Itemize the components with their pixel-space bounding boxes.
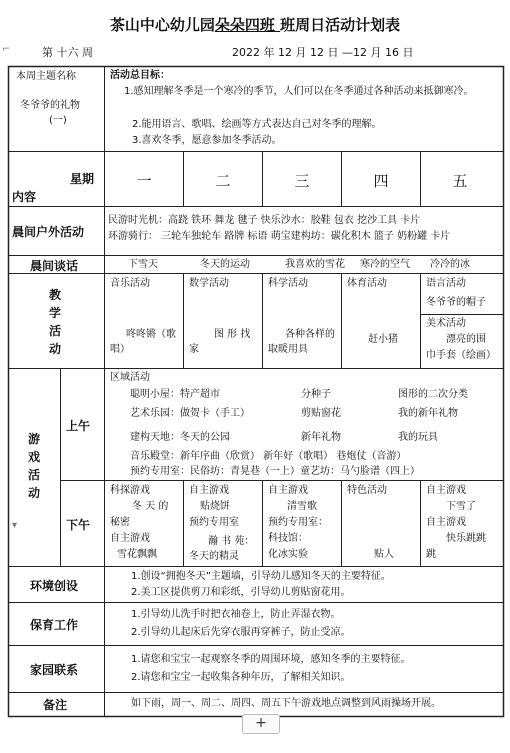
pm-fri-4: 快乐跳跳 xyxy=(446,533,486,544)
morning-talk-label: 晨间谈话 xyxy=(30,259,79,273)
teaching-mon-name: 咚咚锵（歌 xyxy=(126,329,176,340)
school-name: 茶山中心幼儿园 xyxy=(109,16,215,34)
day-fri: 五 xyxy=(452,172,468,190)
environment-item-1: 1.创设“拥抱冬天”主题墙，引导幼儿感知冬天的主要特征。 xyxy=(131,571,391,582)
pm-wed-2: 清雪歌 xyxy=(287,501,317,512)
goal-2: 2.能用语言、歌唱、绘画等方式表达自己对冬季的理解。 xyxy=(132,119,382,130)
teaching-thu-type: 体育活动 xyxy=(347,278,387,289)
zone-row1-b: 分种子 xyxy=(301,389,331,400)
theme-part: (一) xyxy=(49,115,67,126)
day-thu: 四 xyxy=(373,172,389,190)
zone-row3-a: 建构天地：冬天的公园 xyxy=(130,432,230,443)
morning-outdoor-line1: 民游时光机：高跷 铁环 舞龙 毽子 快乐沙水：胶鞋 包衣 挖沙工具 卡片 xyxy=(108,215,421,226)
pm-mon-3: 秘密 xyxy=(110,517,130,528)
week-label: 第 十六 周 xyxy=(42,46,93,59)
care-item-2: 2.引导幼儿起床后先穿衣服再穿裤子，防止受凉。 xyxy=(131,627,351,638)
talk-topic-tue: 冬天的运动 xyxy=(200,259,250,270)
pm-wed-5: 化冰实验 xyxy=(268,549,308,560)
goals-title: 活动总目标： xyxy=(110,70,170,81)
teaching-wed-name-2: 取暖用具 xyxy=(268,344,308,355)
talk-topic-fri: 冷冷的冰 xyxy=(430,259,470,270)
date-range: 2022 年 12 月 12 日 —12 月 16 日 xyxy=(232,46,414,59)
morning-outdoor-label: 晨间户外活动 xyxy=(12,225,85,239)
class-name: 朵朵四班 xyxy=(214,16,275,34)
pm-tue-5: 冬天的精灵 xyxy=(189,551,239,562)
teaching-fri-type-2: 美术活动 xyxy=(426,318,466,329)
care-item-1: 1.引导幼儿洗手时把衣袖卷上，防止弄湿衣物。 xyxy=(131,609,341,620)
pm-fri-1: 自主游戏 xyxy=(426,485,466,496)
environment-item-2: 2.美工区提供剪刀和彩纸，引导幼儿剪贴窗花用。 xyxy=(131,587,351,598)
afternoon-label: 下午 xyxy=(66,518,91,532)
pm-tue-3: 预约专用室 xyxy=(189,517,239,528)
teaching-mon-type: 音乐活动 xyxy=(110,278,150,289)
margin-mark: ⌐ xyxy=(2,44,11,55)
talk-topic-wed: 我喜欢的雪花 xyxy=(285,259,345,270)
pm-fri-2: 下雪了 xyxy=(446,501,476,512)
pm-thu-1: 特色活动 xyxy=(347,485,387,496)
pm-fri-3: 自主游戏 xyxy=(426,517,466,528)
teaching-fri-name-1: 冬爷爷的帽子 xyxy=(426,297,486,308)
zone-row2-a: 艺术乐园：做贺卡（手工） xyxy=(130,408,250,419)
pm-thu-2: 贴人 xyxy=(374,549,394,560)
care-label: 保育工作 xyxy=(30,618,79,632)
add-row-button[interactable]: + xyxy=(242,714,280,734)
teaching-fri-name-2b: 巾手套（绘画） xyxy=(426,350,496,361)
pm-fri-5: 跳 xyxy=(426,549,436,560)
environment-label: 环境创设 xyxy=(30,579,79,593)
pm-mon-1: 科探游戏 xyxy=(110,485,150,496)
pm-tue-1: 自主游戏 xyxy=(189,485,229,496)
zone-row3-c: 我的玩具 xyxy=(398,432,438,443)
talk-topic-thu: 寒冷的空气 xyxy=(360,259,410,270)
teaching-mon-name-2: 唱） xyxy=(110,344,130,355)
teaching-thu-name: 赶小猪 xyxy=(368,334,398,345)
day-wed: 三 xyxy=(294,172,310,190)
zone-row1-a: 聪明小屋：特产超市 xyxy=(130,389,220,400)
zone-row2-b: 剪贴窗花 xyxy=(301,408,341,419)
goal-1: 1.感知理解冬季是一个寒冷的季节，人们可以在冬季通过各种活动来抵御寒冷。 xyxy=(124,86,474,97)
doc-title: 班周日活动计划表 xyxy=(280,16,401,34)
family-item-2: 2.请您和宝宝一起收集各种年历，了解相关知识。 xyxy=(131,672,351,683)
teaching-tue-type: 数学活动 xyxy=(189,278,229,289)
pm-wed-4: 科技馆： xyxy=(268,533,308,544)
pm-mon-2: 冬 天 的 xyxy=(132,501,169,512)
zone-title: 区域活动 xyxy=(110,372,150,383)
zone-booking: 预约专用室：民俗坊：青晃巷（一上）童艺坊：马勺脸谱（四上） xyxy=(130,466,420,477)
zone-music: 音乐殿堂：新年序曲（欣赏） 新年好（歌唱） 巷炮仗（音游） xyxy=(130,451,407,462)
teaching-wed-name: 各种各样的 xyxy=(285,329,335,340)
weekday-header: 星期 xyxy=(70,172,95,186)
pm-wed-1: 自主游戏 xyxy=(268,485,308,496)
goal-3: 3.喜欢冬季，愿意参加冬季活动。 xyxy=(132,135,282,146)
games-label: 游 戏 活 动 xyxy=(27,432,40,500)
zone-row2-c: 我的新年礼物 xyxy=(398,408,458,419)
teaching-tue-name-2: 家 xyxy=(189,344,199,355)
theme-label: 本周主题名称 xyxy=(16,71,76,82)
talk-topic-mon: 下雪天 xyxy=(128,259,158,270)
pm-wed-3: 预约专用室： xyxy=(268,517,328,528)
remarks-label: 备注 xyxy=(43,698,68,712)
teaching-tue-name: 图 形 找 xyxy=(214,329,251,340)
pm-mon-5: 雪花飘飘 xyxy=(117,549,157,560)
family-item-1: 1.请您和宝宝一起观察冬季的周围环境，感知冬季的主要特征。 xyxy=(131,654,411,665)
content-header: 内容 xyxy=(12,190,37,204)
day-mon: 一 xyxy=(136,172,152,190)
pm-tue-2: 贴烧饼 xyxy=(200,501,230,512)
pm-mon-4: 自主游戏 xyxy=(110,533,150,544)
zone-row3-b: 新年礼物 xyxy=(301,432,341,443)
remarks-text: 如下雨，周一、周二、周四、周五下午游戏地点调整到风雨操场开展。 xyxy=(131,698,441,709)
teaching-fri-name-2: 漂亮的围 xyxy=(446,334,486,345)
theme-name: 冬爷爷的礼物 xyxy=(20,100,80,111)
teaching-label: 教 学 活 动 xyxy=(48,288,61,356)
morning-label: 上午 xyxy=(66,419,91,433)
morning-outdoor-line2: 环游骑行： 三轮车独轮车 路牌 标语 萌宝建构坊：碳化积木 篮子 奶粉罐 卡片 xyxy=(108,231,451,242)
teaching-wed-type: 科学活动 xyxy=(268,278,308,289)
pm-tue-4: 瀚 书 苑： xyxy=(208,536,255,547)
family-label: 家园联系 xyxy=(30,663,79,677)
teaching-fri-type-1: 语言活动 xyxy=(426,278,466,289)
zone-row1-c: 图形的二次分类 xyxy=(398,389,468,400)
day-tue: 二 xyxy=(215,172,231,190)
collapse-arrow-icon[interactable]: ▾ xyxy=(12,520,18,531)
